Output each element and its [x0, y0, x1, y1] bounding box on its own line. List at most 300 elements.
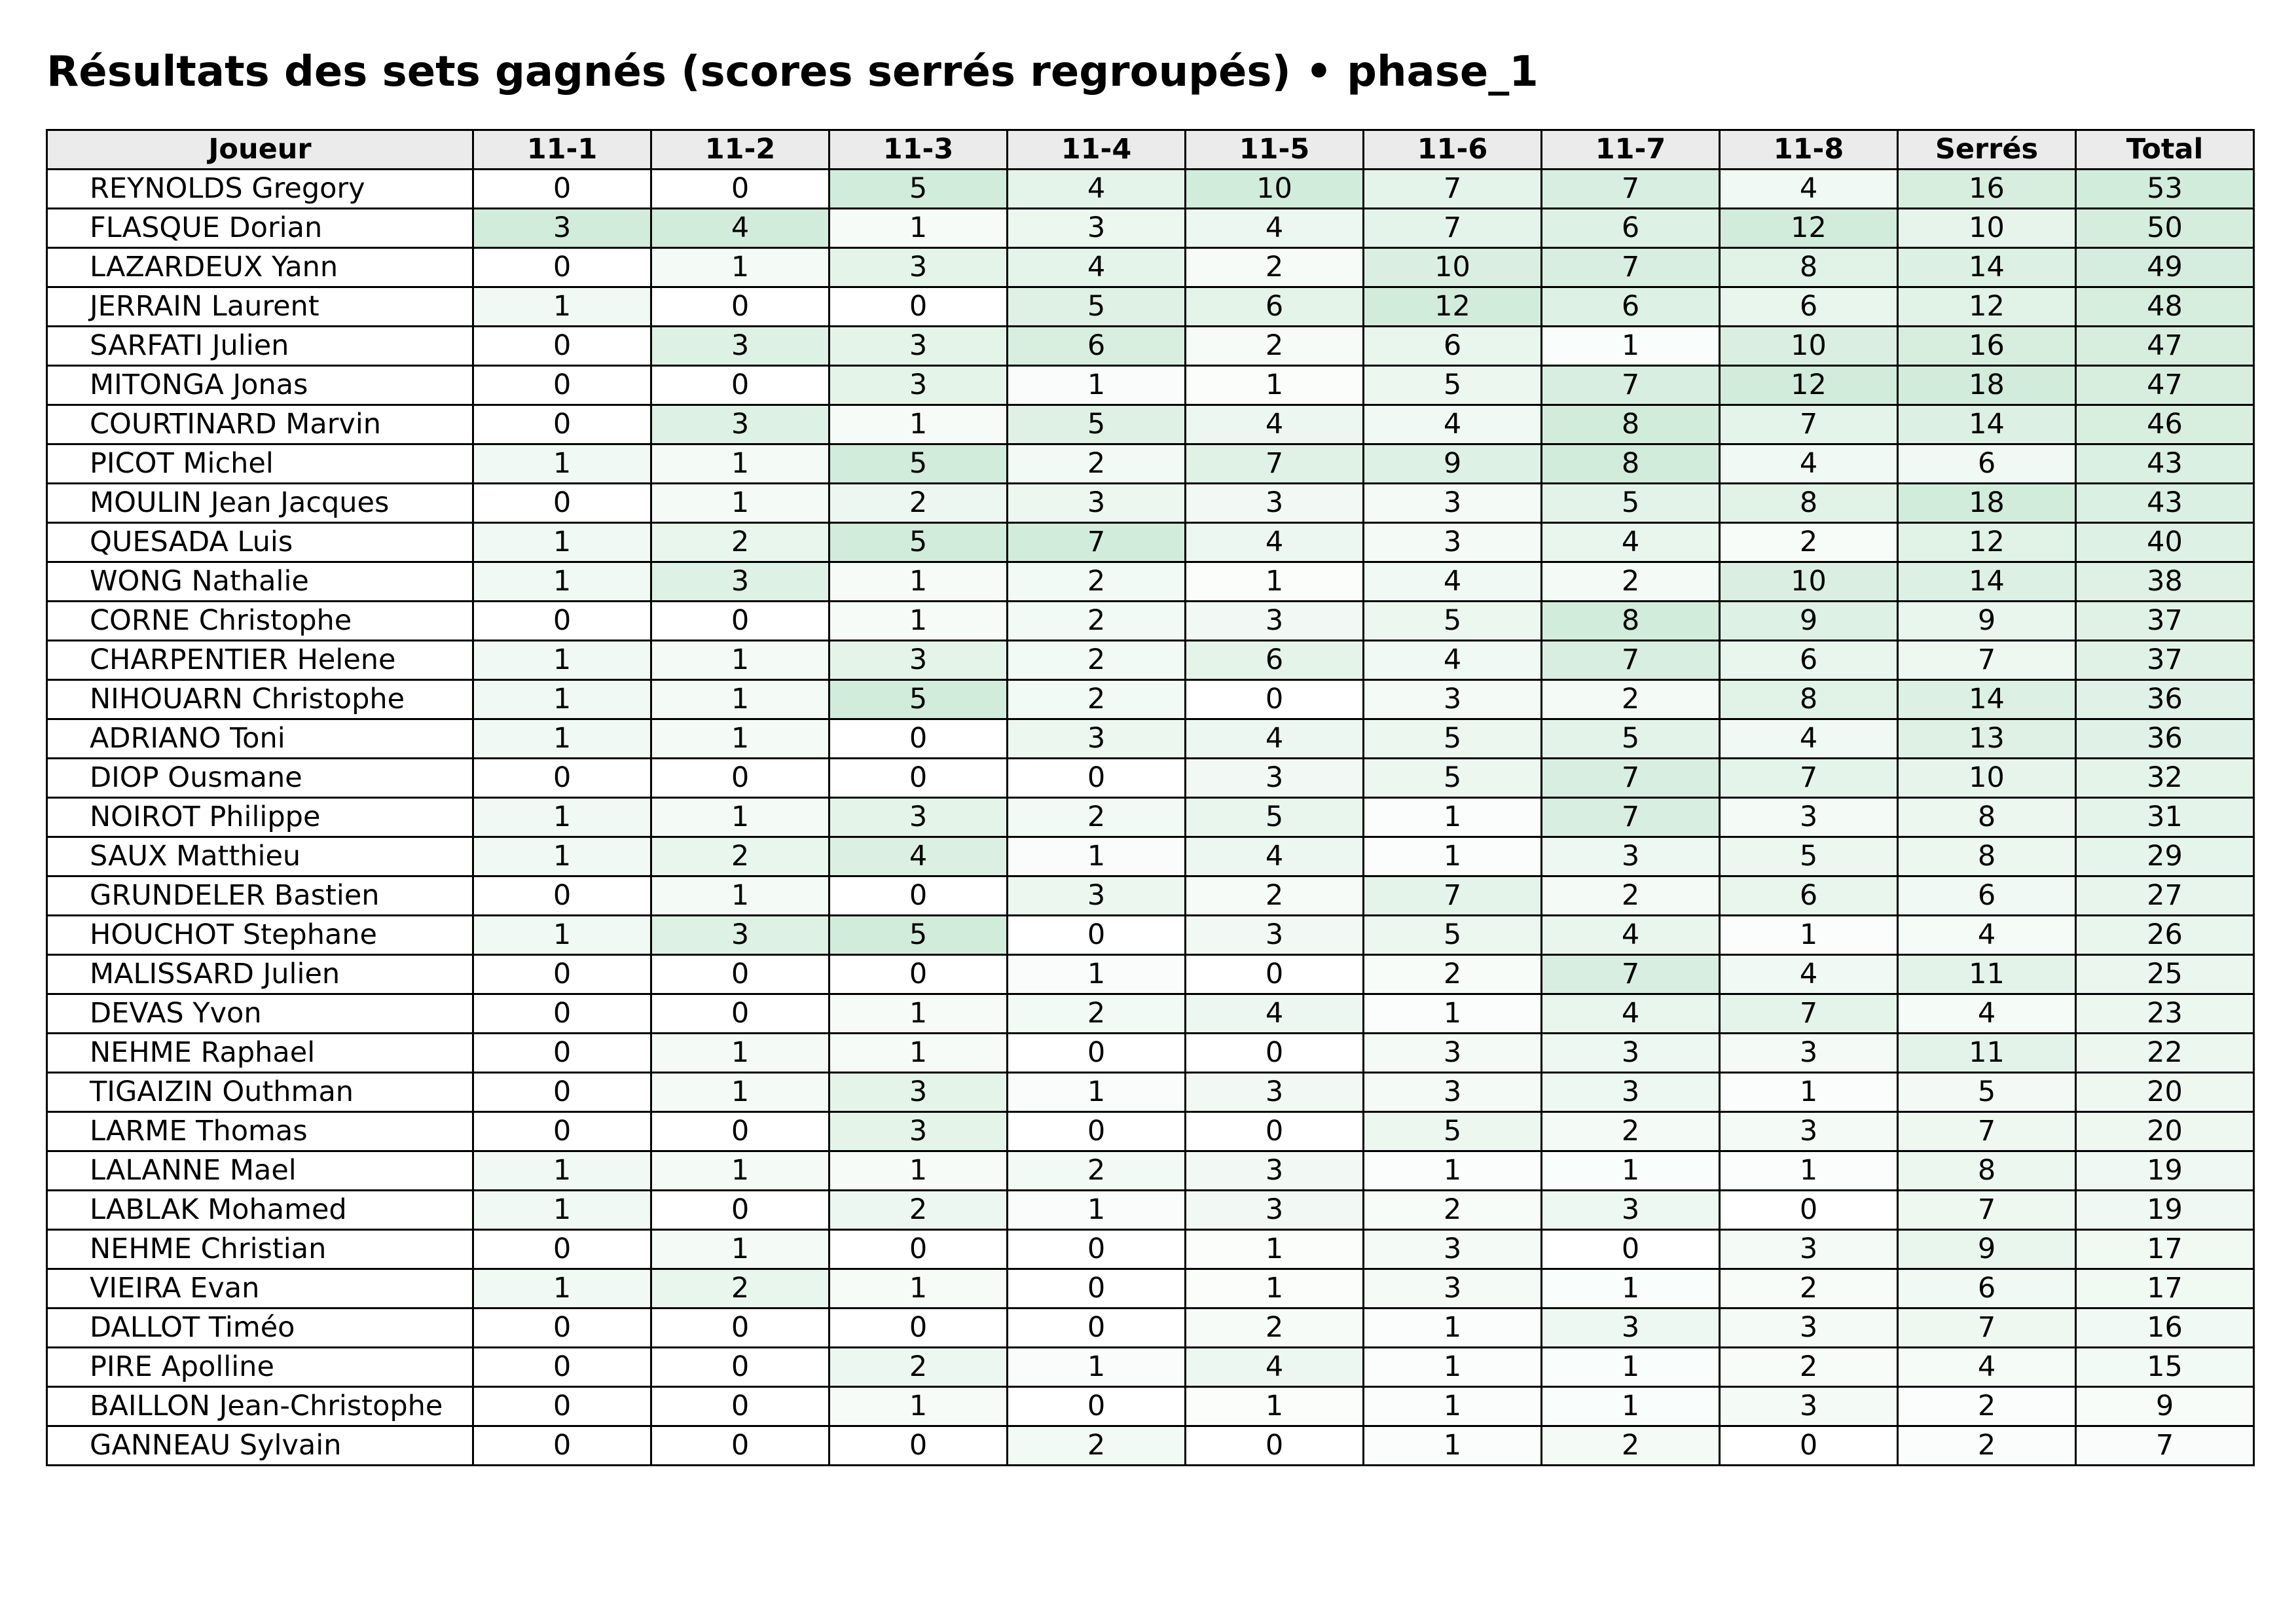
value-cell: 7 [1542, 641, 1720, 680]
player-name-cell: DALLOT Timéo [47, 1308, 473, 1348]
value-cell: 4 [1542, 994, 1720, 1034]
value-cell: 6 [1542, 209, 1720, 248]
value-cell: 29 [2076, 837, 2254, 876]
value-cell: 6 [1186, 287, 1364, 327]
value-cell: 25 [2076, 955, 2254, 994]
value-cell: 19 [2076, 1151, 2254, 1191]
value-cell: 0 [829, 1230, 1008, 1269]
value-cell: 7 [1898, 641, 2076, 680]
value-cell: 5 [1542, 719, 1720, 759]
value-cell: 3 [829, 248, 1008, 287]
value-cell: 2 [1008, 680, 1186, 719]
value-cell: 1 [1542, 327, 1720, 366]
value-cell: 3 [1186, 916, 1364, 955]
table-row [47, 994, 2254, 1034]
value-cell: 4 [829, 837, 1008, 876]
value-cell: 8 [1542, 405, 1720, 444]
value-cell: 3 [1364, 680, 1542, 719]
value-cell: 1 [651, 484, 829, 523]
value-cell: 0 [651, 955, 829, 994]
value-cell: 37 [2076, 602, 2254, 641]
value-cell: 2 [1542, 1112, 1720, 1151]
value-cell: 17 [2076, 1269, 2254, 1308]
value-cell: 3 [1186, 1073, 1364, 1112]
value-cell: 0 [473, 1308, 651, 1348]
value-cell: 0 [829, 955, 1008, 994]
value-cell: 1 [473, 1191, 651, 1230]
value-cell: 0 [651, 1348, 829, 1387]
value-cell: 1 [651, 798, 829, 837]
value-cell: 0 [473, 602, 651, 641]
table-row [47, 1112, 2254, 1151]
player-name-cell: BAILLON Jean-Christophe [47, 1387, 473, 1426]
value-cell: 12 [1898, 287, 2076, 327]
value-cell: 0 [1008, 1308, 1186, 1348]
value-cell: 10 [1720, 562, 1898, 602]
value-cell: 7 [1898, 1191, 2076, 1230]
value-cell: 1 [473, 562, 651, 602]
value-cell: 0 [473, 1387, 651, 1426]
value-cell: 36 [2076, 680, 2254, 719]
value-cell: 6 [1898, 876, 2076, 916]
value-cell: 53 [2076, 170, 2254, 209]
value-cell: 6 [1898, 444, 2076, 484]
player-name-cell: LAZARDEUX Yann [47, 248, 473, 287]
value-cell: 5 [1364, 916, 1542, 955]
value-cell: 4 [1720, 719, 1898, 759]
table-row [47, 719, 2254, 759]
value-cell: 2 [1008, 444, 1186, 484]
value-cell: 2 [829, 1348, 1008, 1387]
table-row [47, 1034, 2254, 1073]
column-header: 11-3 [829, 130, 1008, 170]
value-cell: 1 [829, 1387, 1008, 1426]
value-cell: 46 [2076, 405, 2254, 444]
value-cell: 1 [473, 798, 651, 837]
table-row [47, 366, 2254, 405]
value-cell: 3 [1186, 1191, 1364, 1230]
value-cell: 3 [1720, 1308, 1898, 1348]
value-cell: 2 [1542, 562, 1720, 602]
value-cell: 2 [1186, 876, 1364, 916]
value-cell: 4 [1186, 994, 1364, 1034]
value-cell: 14 [1898, 562, 2076, 602]
value-cell: 17 [2076, 1230, 2254, 1269]
value-cell: 1 [651, 641, 829, 680]
value-cell: 8 [1898, 837, 2076, 876]
value-cell: 3 [651, 327, 829, 366]
value-cell: 3 [1720, 1112, 1898, 1151]
column-header: Joueur [47, 130, 473, 170]
value-cell: 1 [651, 1151, 829, 1191]
value-cell: 48 [2076, 287, 2254, 327]
value-cell: 4 [1720, 444, 1898, 484]
player-name-cell: MITONGA Jonas [47, 366, 473, 405]
player-name-cell: GANNEAU Sylvain [47, 1426, 473, 1466]
value-cell: 3 [1186, 602, 1364, 641]
player-name-cell: NIHOUARN Christophe [47, 680, 473, 719]
value-cell: 1 [1364, 837, 1542, 876]
table-row [47, 170, 2254, 209]
value-cell: 5 [1720, 837, 1898, 876]
value-cell: 3 [829, 641, 1008, 680]
value-cell: 47 [2076, 327, 2254, 366]
table-row [47, 1269, 2254, 1308]
value-cell: 3 [1008, 484, 1186, 523]
player-name-cell: PIRE Apolline [47, 1348, 473, 1387]
value-cell: 1 [1186, 1269, 1364, 1308]
value-cell: 10 [1186, 170, 1364, 209]
value-cell: 4 [1186, 405, 1364, 444]
player-name-cell: QUESADA Luis [47, 523, 473, 562]
value-cell: 3 [1720, 1034, 1898, 1073]
value-cell: 1 [1720, 1073, 1898, 1112]
value-cell: 6 [1542, 287, 1720, 327]
value-cell: 15 [2076, 1348, 2254, 1387]
value-cell: 0 [651, 1112, 829, 1151]
value-cell: 20 [2076, 1112, 2254, 1151]
value-cell: 2 [1008, 562, 1186, 602]
table-row [47, 876, 2254, 916]
value-cell: 3 [1364, 1073, 1542, 1112]
table-row [47, 837, 2254, 876]
player-name-cell: LARME Thomas [47, 1112, 473, 1151]
value-cell: 3 [1364, 523, 1542, 562]
value-cell: 0 [1008, 1034, 1186, 1073]
value-cell: 18 [1898, 484, 2076, 523]
value-cell: 2 [1720, 1348, 1898, 1387]
value-cell: 3 [1364, 1034, 1542, 1073]
value-cell: 4 [1008, 248, 1186, 287]
value-cell: 1 [651, 248, 829, 287]
value-cell: 3 [473, 209, 651, 248]
value-cell: 7 [1542, 366, 1720, 405]
value-cell: 0 [651, 759, 829, 798]
value-cell: 0 [1008, 759, 1186, 798]
value-cell: 0 [473, 170, 651, 209]
value-cell: 12 [1720, 366, 1898, 405]
value-cell: 1 [829, 405, 1008, 444]
value-cell: 37 [2076, 641, 2254, 680]
player-name-cell: CORNE Christophe [47, 602, 473, 641]
value-cell: 0 [651, 1191, 829, 1230]
value-cell: 1 [651, 680, 829, 719]
value-cell: 0 [829, 719, 1008, 759]
value-cell: 8 [1720, 484, 1898, 523]
value-cell: 1 [473, 916, 651, 955]
value-cell: 0 [1008, 1269, 1186, 1308]
value-cell: 8 [1542, 444, 1720, 484]
value-cell: 0 [1186, 680, 1364, 719]
value-cell: 7 [1364, 876, 1542, 916]
value-cell: 22 [2076, 1034, 2254, 1073]
value-cell: 3 [1542, 1308, 1720, 1348]
value-cell: 12 [1364, 287, 1542, 327]
value-cell: 0 [829, 759, 1008, 798]
value-cell: 18 [1898, 366, 2076, 405]
value-cell: 1 [1008, 366, 1186, 405]
value-cell: 4 [1542, 916, 1720, 955]
value-cell: 49 [2076, 248, 2254, 287]
value-cell: 1 [829, 1151, 1008, 1191]
value-cell: 11 [1898, 955, 2076, 994]
value-cell: 1 [1364, 1387, 1542, 1426]
value-cell: 26 [2076, 916, 2254, 955]
value-cell: 2 [1008, 602, 1186, 641]
table-row [47, 1348, 2254, 1387]
player-name-cell: TIGAIZIN Outhman [47, 1073, 473, 1112]
value-cell: 7 [1542, 955, 1720, 994]
value-cell: 3 [1186, 1151, 1364, 1191]
value-cell: 1 [1364, 1426, 1542, 1466]
value-cell: 27 [2076, 876, 2254, 916]
table-row [47, 1387, 2254, 1426]
player-name-cell: MOULIN Jean Jacques [47, 484, 473, 523]
value-cell: 2 [1186, 248, 1364, 287]
value-cell: 1 [829, 1269, 1008, 1308]
value-cell: 1 [651, 1230, 829, 1269]
value-cell: 38 [2076, 562, 2254, 602]
value-cell: 1 [1008, 1191, 1186, 1230]
value-cell: 4 [1186, 837, 1364, 876]
value-cell: 1 [473, 523, 651, 562]
value-cell: 9 [1898, 602, 2076, 641]
value-cell: 0 [473, 1426, 651, 1466]
value-cell: 1 [651, 1034, 829, 1073]
value-cell: 5 [829, 680, 1008, 719]
column-header: 11-8 [1720, 130, 1898, 170]
value-cell: 1 [1720, 1151, 1898, 1191]
value-cell: 3 [829, 1073, 1008, 1112]
value-cell: 3 [829, 1112, 1008, 1151]
value-cell: 43 [2076, 444, 2254, 484]
table-row [47, 523, 2254, 562]
value-cell: 3 [1364, 484, 1542, 523]
player-name-cell: REYNOLDS Gregory [47, 170, 473, 209]
value-cell: 1 [473, 719, 651, 759]
value-cell: 6 [1720, 876, 1898, 916]
value-cell: 7 [1720, 759, 1898, 798]
table-row [47, 759, 2254, 798]
value-cell: 1 [1364, 1151, 1542, 1191]
value-cell: 0 [473, 366, 651, 405]
value-cell: 4 [1542, 523, 1720, 562]
column-header: 11-4 [1008, 130, 1186, 170]
value-cell: 4 [1186, 1348, 1364, 1387]
value-cell: 1 [651, 1073, 829, 1112]
table-row [47, 1151, 2254, 1191]
value-cell: 2 [1186, 1308, 1364, 1348]
value-cell: 2 [1008, 1151, 1186, 1191]
value-cell: 6 [1898, 1269, 2076, 1308]
value-cell: 16 [1898, 327, 2076, 366]
value-cell: 0 [1186, 955, 1364, 994]
value-cell: 2 [1542, 1426, 1720, 1466]
player-name-cell: ADRIANO Toni [47, 719, 473, 759]
value-cell: 3 [1720, 1387, 1898, 1426]
player-name-cell: FLASQUE Dorian [47, 209, 473, 248]
value-cell: 1 [1364, 1348, 1542, 1387]
value-cell: 0 [1720, 1426, 1898, 1466]
table-row [47, 641, 2254, 680]
player-name-cell: CHARPENTIER Helene [47, 641, 473, 680]
value-cell: 4 [1008, 170, 1186, 209]
value-cell: 3 [1542, 1191, 1720, 1230]
player-name-cell: JERRAIN Laurent [47, 287, 473, 327]
value-cell: 0 [473, 1073, 651, 1112]
player-name-cell: WONG Nathalie [47, 562, 473, 602]
value-cell: 0 [1008, 1230, 1186, 1269]
value-cell: 0 [651, 287, 829, 327]
value-cell: 0 [1008, 1112, 1186, 1151]
value-cell: 20 [2076, 1073, 2254, 1112]
value-cell: 7 [1898, 1308, 2076, 1348]
value-cell: 4 [1364, 641, 1542, 680]
table-row [47, 916, 2254, 955]
value-cell: 2 [651, 837, 829, 876]
value-cell: 6 [1720, 287, 1898, 327]
value-cell: 0 [651, 602, 829, 641]
value-cell: 8 [1898, 798, 2076, 837]
player-name-cell: MALISSARD Julien [47, 955, 473, 994]
column-header: 11-2 [651, 130, 829, 170]
value-cell: 0 [829, 287, 1008, 327]
value-cell: 7 [1542, 248, 1720, 287]
value-cell: 2 [1542, 876, 1720, 916]
value-cell: 1 [1364, 994, 1542, 1034]
table-row [47, 1191, 2254, 1230]
value-cell: 0 [651, 1387, 829, 1426]
value-cell: 1 [1186, 366, 1364, 405]
header-row [47, 130, 2254, 170]
value-cell: 1 [473, 444, 651, 484]
value-cell: 4 [651, 209, 829, 248]
value-cell: 5 [829, 523, 1008, 562]
value-cell: 7 [2076, 1426, 2254, 1466]
player-name-cell: DIOP Ousmane [47, 759, 473, 798]
player-name-cell: NOIROT Philippe [47, 798, 473, 837]
value-cell: 5 [1364, 719, 1542, 759]
value-cell: 2 [1008, 1426, 1186, 1466]
player-name-cell: SAUX Matthieu [47, 837, 473, 876]
value-cell: 3 [1186, 759, 1364, 798]
value-cell: 1 [651, 719, 829, 759]
column-header: 11-7 [1542, 130, 1720, 170]
value-cell: 0 [1008, 1387, 1186, 1426]
value-cell: 14 [1898, 405, 2076, 444]
value-cell: 2 [1898, 1387, 2076, 1426]
value-cell: 5 [1364, 366, 1542, 405]
value-cell: 5 [1364, 602, 1542, 641]
value-cell: 1 [1542, 1269, 1720, 1308]
value-cell: 4 [1720, 170, 1898, 209]
value-cell: 1 [829, 602, 1008, 641]
value-cell: 10 [1364, 248, 1542, 287]
value-cell: 3 [1542, 837, 1720, 876]
value-cell: 9 [1364, 444, 1542, 484]
value-cell: 1 [473, 1151, 651, 1191]
value-cell: 5 [1008, 287, 1186, 327]
value-cell: 10 [1898, 209, 2076, 248]
value-cell: 4 [1898, 916, 2076, 955]
value-cell: 7 [1364, 209, 1542, 248]
value-cell: 7 [1186, 444, 1364, 484]
value-cell: 2 [829, 1191, 1008, 1230]
player-name-cell: LALANNE Mael [47, 1151, 473, 1191]
value-cell: 12 [1720, 209, 1898, 248]
value-cell: 1 [473, 287, 651, 327]
value-cell: 7 [1542, 798, 1720, 837]
value-cell: 0 [1186, 1426, 1364, 1466]
value-cell: 5 [829, 170, 1008, 209]
value-cell: 2 [1720, 523, 1898, 562]
table-row [47, 1230, 2254, 1269]
player-name-cell: GRUNDELER Bastien [47, 876, 473, 916]
value-cell: 4 [1898, 1348, 2076, 1387]
value-cell: 1 [1542, 1151, 1720, 1191]
value-cell: 1 [1008, 1348, 1186, 1387]
value-cell: 1 [829, 994, 1008, 1034]
value-cell: 7 [1008, 523, 1186, 562]
value-cell: 0 [1720, 1191, 1898, 1230]
value-cell: 0 [829, 876, 1008, 916]
value-cell: 5 [1898, 1073, 2076, 1112]
player-name-cell: DEVAS Yvon [47, 994, 473, 1034]
table-row [47, 1308, 2254, 1348]
value-cell: 0 [473, 327, 651, 366]
value-cell: 1 [1008, 955, 1186, 994]
value-cell: 1 [473, 837, 651, 876]
value-cell: 14 [1898, 248, 2076, 287]
table-row [47, 444, 2254, 484]
value-cell: 1 [1720, 916, 1898, 955]
value-cell: 3 [1008, 876, 1186, 916]
value-cell: 7 [1542, 759, 1720, 798]
table-row [47, 327, 2254, 366]
table-row [47, 405, 2254, 444]
value-cell: 3 [1542, 1073, 1720, 1112]
value-cell: 6 [1720, 641, 1898, 680]
value-cell: 9 [1898, 1230, 2076, 1269]
value-cell: 2 [651, 1269, 829, 1308]
value-cell: 3 [1186, 484, 1364, 523]
value-cell: 3 [651, 916, 829, 955]
value-cell: 2 [1364, 955, 1542, 994]
value-cell: 0 [651, 994, 829, 1034]
value-cell: 1 [1364, 1308, 1542, 1348]
value-cell: 7 [1720, 994, 1898, 1034]
value-cell: 19 [2076, 1191, 2254, 1230]
player-name-cell: NEHME Christian [47, 1230, 473, 1269]
value-cell: 4 [1186, 523, 1364, 562]
value-cell: 1 [473, 1269, 651, 1308]
value-cell: 50 [2076, 209, 2254, 248]
value-cell: 0 [1008, 916, 1186, 955]
value-cell: 10 [1898, 759, 2076, 798]
value-cell: 3 [1008, 209, 1186, 248]
table-row [47, 209, 2254, 248]
value-cell: 2 [1186, 327, 1364, 366]
table-row [47, 798, 2254, 837]
value-cell: 1 [1008, 1073, 1186, 1112]
value-cell: 0 [1186, 1034, 1364, 1073]
value-cell: 2 [829, 484, 1008, 523]
value-cell: 1 [829, 562, 1008, 602]
value-cell: 0 [473, 1112, 651, 1151]
value-cell: 4 [1720, 955, 1898, 994]
value-cell: 0 [829, 1308, 1008, 1348]
value-cell: 1 [651, 444, 829, 484]
